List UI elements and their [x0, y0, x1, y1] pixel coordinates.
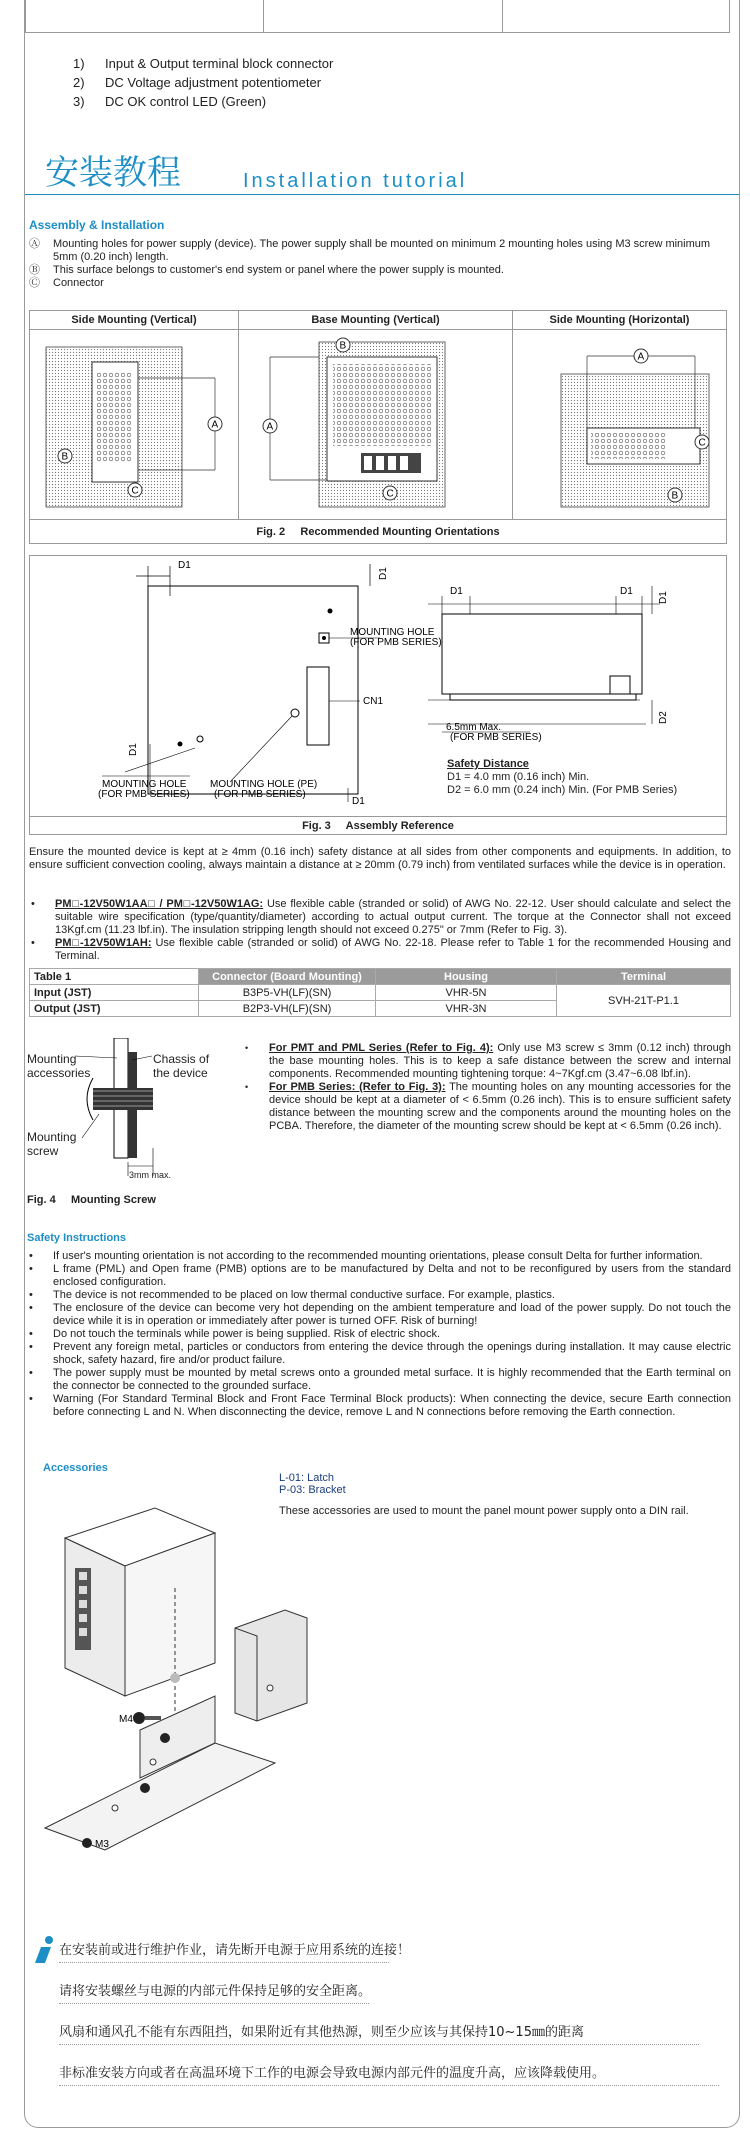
- accessory-latch: L-01: Latch: [279, 1472, 335, 1484]
- zh-note-3: 风扇和通风孔不能有东西阻挡，如果附近有其他热源，则至少应该与其保持10~15㎜的距离: [59, 2025, 584, 2040]
- fig3-box: [29, 555, 727, 835]
- safety-item: • Do not touch the terminals while power is being supplied. Risk of electric shock.: [27, 1328, 731, 1341]
- wiring-item: • PM□-12V50W1AA□ / PM□-12V50W1AG: Use flexible cable (stranded or solid) of AWG No. 22-12. User should calculate and select the suitable wire specification (type/quantity/diameter) according to actual output current. The torque at the Connector shall not exceed 13Kgf.cm (11.23 lbf.in). The insulation stripping length should not exceed 0.275" or 7mm (Refer to Fig. 3).: [29, 898, 731, 937]
- accessories-title: Accessories: [43, 1462, 108, 1474]
- fig2-label-b: B: [61, 451, 69, 463]
- safety-title: Safety Instructions: [27, 1232, 127, 1244]
- zh-note-divider: [59, 1962, 389, 1963]
- fig2-drawing: [30, 330, 726, 519]
- svg-text:MOUNTING HOLE (PE): MOUNTING HOLE (PE): [210, 779, 318, 790]
- svg-text:D1: D1: [658, 591, 669, 604]
- fig4-label-screw: Mounting screw: [27, 1130, 77, 1158]
- safety-item: • If user's mounting orientation is not according to the recommended mounting orientations, please consult Delta for further information.: [27, 1250, 731, 1263]
- fig2-header-side-vertical: Side Mounting (Vertical): [71, 314, 197, 326]
- fig2-box: [29, 310, 727, 544]
- svg-text:(FOR PMB SERIES): (FOR PMB SERIES): [350, 637, 442, 648]
- svg-text:MOUNTING HOLE: MOUNTING HOLE: [102, 779, 187, 790]
- accessory-m4-label: M4: [119, 1714, 133, 1725]
- svg-text:B: B: [339, 340, 347, 352]
- safety-item: • The device is not recommended to be placed on low thermal conductive surface. For example, plastics.: [27, 1289, 731, 1302]
- svg-text:(FOR PMB SERIES): (FOR PMB SERIES): [98, 789, 190, 800]
- table1-head: Terminal: [557, 969, 731, 985]
- svg-text:D1: D1: [620, 586, 633, 597]
- svg-text:D1: D1: [352, 796, 365, 807]
- fig4-note: • For PMT and PML Series (Refer to Fig. 4): Only use M3 screw ≤ 3mm (0.12 inch) through the base mounting holes. This is to keep a safe distance between the screw and internal components. Recommended mounting tightening torque: 4~7Kgf.cm (3.47~6.08 lbf.in).: [243, 1042, 731, 1081]
- svg-text:CN1: CN1: [363, 696, 384, 707]
- section-underline: [25, 194, 740, 195]
- assembly-notes: Ⓐ Mounting holes for power supply (device). The power supply shall be mounted on minimum 2 mounting holes using M3 screw minimum 5mm (0.20 inch) length. Ⓑ This surface belongs to customer's end system or panel where the power supply is mounted. Ⓒ Connector: [29, 238, 711, 289]
- section-title-en: Installation tutorial: [243, 170, 468, 192]
- svg-text:D1: D1: [178, 560, 191, 571]
- accessories-description: These accessories are used to mount the panel mount power supply onto a DIN rail.: [279, 1505, 689, 1517]
- svg-text:D2: D2: [658, 711, 669, 724]
- feature-list-item: 3) DC OK control LED (Green): [73, 94, 267, 109]
- fig2-label-a: A: [211, 419, 219, 431]
- svg-text:C: C: [386, 488, 394, 500]
- zh-note-2: 请将安装螺丝与电源的内部元件保持足够的安全距离。: [59, 1984, 372, 1999]
- svg-text:D1: D1: [450, 586, 463, 597]
- table1-head: Housing: [376, 969, 557, 985]
- safety-item: • Prevent any foreign metal, particles or conductors from entering the device through the openings during installation. It may cause electric shock, safety hazard, fire and/or product failure.: [27, 1341, 731, 1367]
- fig4-label-max: 3mm max.: [129, 1170, 172, 1180]
- safety-distance-d1: D1 = 4.0 mm (0.16 inch) Min.: [447, 771, 590, 783]
- top-table-remnant: [25, 0, 730, 33]
- feature-list-item: 2) DC Voltage adjustment potentiometer: [73, 75, 322, 90]
- table1: [29, 968, 731, 1017]
- accessory-m3-label: M3: [95, 1839, 109, 1850]
- accessories-drawing: [35, 1478, 335, 1870]
- page-frame: [24, 0, 740, 2128]
- fig2-header-base-vertical: Base Mounting (Vertical): [311, 314, 440, 326]
- feature-list: [73, 56, 573, 113]
- section-title-zh: 安装教程: [45, 153, 181, 193]
- zh-note-divider: [59, 2003, 369, 2004]
- assembly-title: Assembly & Installation: [29, 218, 165, 232]
- svg-text:(FOR PMB SERIES): (FOR PMB SERIES): [450, 732, 542, 743]
- zh-note-divider: [59, 2044, 699, 2045]
- zh-note-divider: [59, 2085, 719, 2086]
- table-row: Input (JST) B3P5-VH(LF)(SN) VHR-5N SVH-21T-P1.1: [30, 985, 731, 1001]
- fig2-label-c: C: [131, 485, 139, 497]
- zh-note-1: 在安装前或进行维护作业，请先断开电源于应用系统的连接！: [59, 1943, 411, 1958]
- accessory-bracket: P-03: Bracket: [279, 1484, 346, 1496]
- svg-text:A: A: [637, 351, 645, 363]
- fig2-caption: Fig. 2 Recommended Mounting Orientations: [256, 526, 500, 538]
- distance-paragraph: Ensure the mounted device is kept at ≥ 4mm (0.16 inch) safety distance at all sides from other components and equipments. In addition, to ensure sufficient convection cooling, always maintain a distance at ≥ 20mm (0.79 inch) from ventilated surfaces while the device is in operation.: [29, 846, 731, 871]
- fig4-label-accessories: Mounting accessories: [27, 1052, 91, 1080]
- fig4-caption: Fig. 4 Mounting Screw: [27, 1194, 156, 1206]
- safety-list: [27, 1250, 731, 1419]
- fig3-caption: Fig. 3 Assembly Reference: [302, 820, 454, 832]
- safety-distance-d2: D2 = 6.0 mm (0.24 inch) Min. (For PMB Series): [447, 784, 678, 796]
- svg-text:B: B: [671, 490, 679, 502]
- info-icon: [29, 1935, 57, 1965]
- table-row: Output (JST) B2P3-VH(LF)(SN) VHR-3N: [30, 1001, 731, 1017]
- wiring-list: [29, 898, 731, 963]
- feature-list-item: 1) Input & Output terminal block connector: [73, 56, 334, 71]
- table1-head: Connector (Board Mounting): [199, 969, 376, 985]
- svg-text:C: C: [698, 437, 706, 449]
- fig4-note: • For PMB Series: (Refer to Fig. 3): The mounting holes on any mounting accessories for the device should be kept at a diameter of < 6.5mm (0.26 inch). This is to ensure sufficient safety distance between the mounting screw and the components around the mounting holes on the PCBA. Therefore, the diameter of the mounting screw should be kept at < 6.5mm (0.26 inch).: [243, 1081, 731, 1133]
- svg-text:D1: D1: [128, 743, 139, 756]
- svg-text:(FOR PMB SERIES): (FOR PMB SERIES): [214, 789, 306, 800]
- table1-head: Table 1: [30, 969, 199, 985]
- fig2-header-side-horizontal: Side Mounting (Horizontal): [549, 314, 690, 326]
- fig4-label-chassis: Chassis of the device: [153, 1052, 210, 1080]
- safety-item: • Warning (For Standard Terminal Block and Front Face Terminal Block products): When connecting the device, secure Earth connection before connecting L and N. When disconnecting the device, remove L and N connections before removing the Earth connection.: [27, 1393, 731, 1419]
- zh-note-4: 非标准安装方向或者在高温环境下工作的电源会导致电源内部元件的温度升高，应该降载使用。: [59, 2066, 606, 2081]
- safety-item: • The enclosure of the device can become very hot depending on the ambient temperature and load of the power supply. Do not touch the device while it is in operation or immediately after power is turned OFF. Risk of burning!: [27, 1302, 731, 1328]
- svg-text:MOUNTING HOLE: MOUNTING HOLE: [350, 627, 435, 638]
- svg-text:6.5mm Max.: 6.5mm Max.: [446, 722, 502, 733]
- safety-item: • L frame (PML) and Open frame (PMB) options are to be manufactured by Delta and not to be reconfigured by users from the standard enclosed configuration.: [27, 1263, 731, 1289]
- wiring-item: • PM□-12V50W1AH: Use flexible cable (stranded or solid) of AWG No. 22-18. Please refer to Table 1 for the recommended Housing and Terminal.: [29, 937, 731, 963]
- safety-distance-title: Safety Distance: [447, 758, 529, 770]
- svg-text:A: A: [266, 421, 274, 433]
- fig4-notes: [243, 1042, 731, 1133]
- svg-text:D1: D1: [378, 567, 389, 580]
- safety-item: • The power supply must be mounted by metal screws onto a grounded metal surface. It is highly recommended that the Earth terminal on the connector be connected to the grounded surface.: [27, 1367, 731, 1393]
- fig3-drawing: [30, 556, 726, 814]
